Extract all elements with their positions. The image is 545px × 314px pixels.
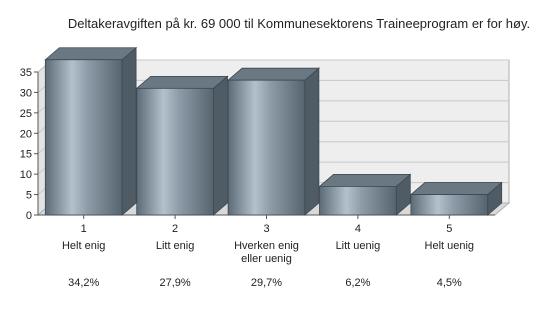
category-label: Hverken enig eller uenig xyxy=(234,240,299,265)
percent-label: 4,5% xyxy=(436,277,462,289)
y-tick-label: 10 xyxy=(19,169,32,182)
bar xyxy=(228,68,319,215)
x-axis-ticks xyxy=(81,215,453,235)
bar-front xyxy=(411,195,488,215)
y-tick-label: 0 xyxy=(25,210,32,222)
y-tick-label: 5 xyxy=(25,189,32,202)
bar-front xyxy=(320,186,397,215)
bar-side xyxy=(305,68,319,215)
bar-top xyxy=(320,174,411,186)
bar-side xyxy=(213,76,227,215)
bar xyxy=(320,174,411,215)
bar-top xyxy=(228,68,319,80)
y-tick-label: 15 xyxy=(19,148,32,161)
percent-label: 27,9% xyxy=(159,277,191,289)
bar-front xyxy=(228,80,305,215)
bar xyxy=(411,183,502,215)
bar xyxy=(137,76,228,215)
y-tick-label: 25 xyxy=(19,107,32,120)
bar xyxy=(45,48,136,215)
percent-label: 6,2% xyxy=(345,277,371,289)
x-tick-label: 5 xyxy=(446,223,453,235)
bar-front xyxy=(45,60,122,215)
percent-label: 29,7% xyxy=(250,277,283,289)
category-label: Helt enig xyxy=(61,240,106,252)
percent-label: 34,2% xyxy=(68,277,100,289)
y-tick-label: 20 xyxy=(19,128,32,141)
y-axis-ticks xyxy=(20,67,38,222)
bar-side xyxy=(122,48,136,215)
y-tick-label: 35 xyxy=(19,67,32,79)
bar-front xyxy=(137,88,214,215)
bar-top xyxy=(411,183,502,195)
category-label: Helt uenig xyxy=(424,240,475,252)
bar-top xyxy=(45,48,136,60)
x-tick-label: 1 xyxy=(80,223,87,235)
category-label: Litt enig xyxy=(155,240,195,252)
bar-top xyxy=(137,76,228,88)
y-tick-label: 30 xyxy=(19,87,32,100)
x-tick-label: 4 xyxy=(354,223,361,235)
x-tick-label: 3 xyxy=(263,223,270,235)
chart-title: Deltakeravgiften på kr. 69 000 til Kommunesektorens Traineeprogram er for høy. xyxy=(67,16,531,31)
category-label: Litt uenig xyxy=(335,240,381,252)
x-tick-label: 2 xyxy=(172,223,179,235)
